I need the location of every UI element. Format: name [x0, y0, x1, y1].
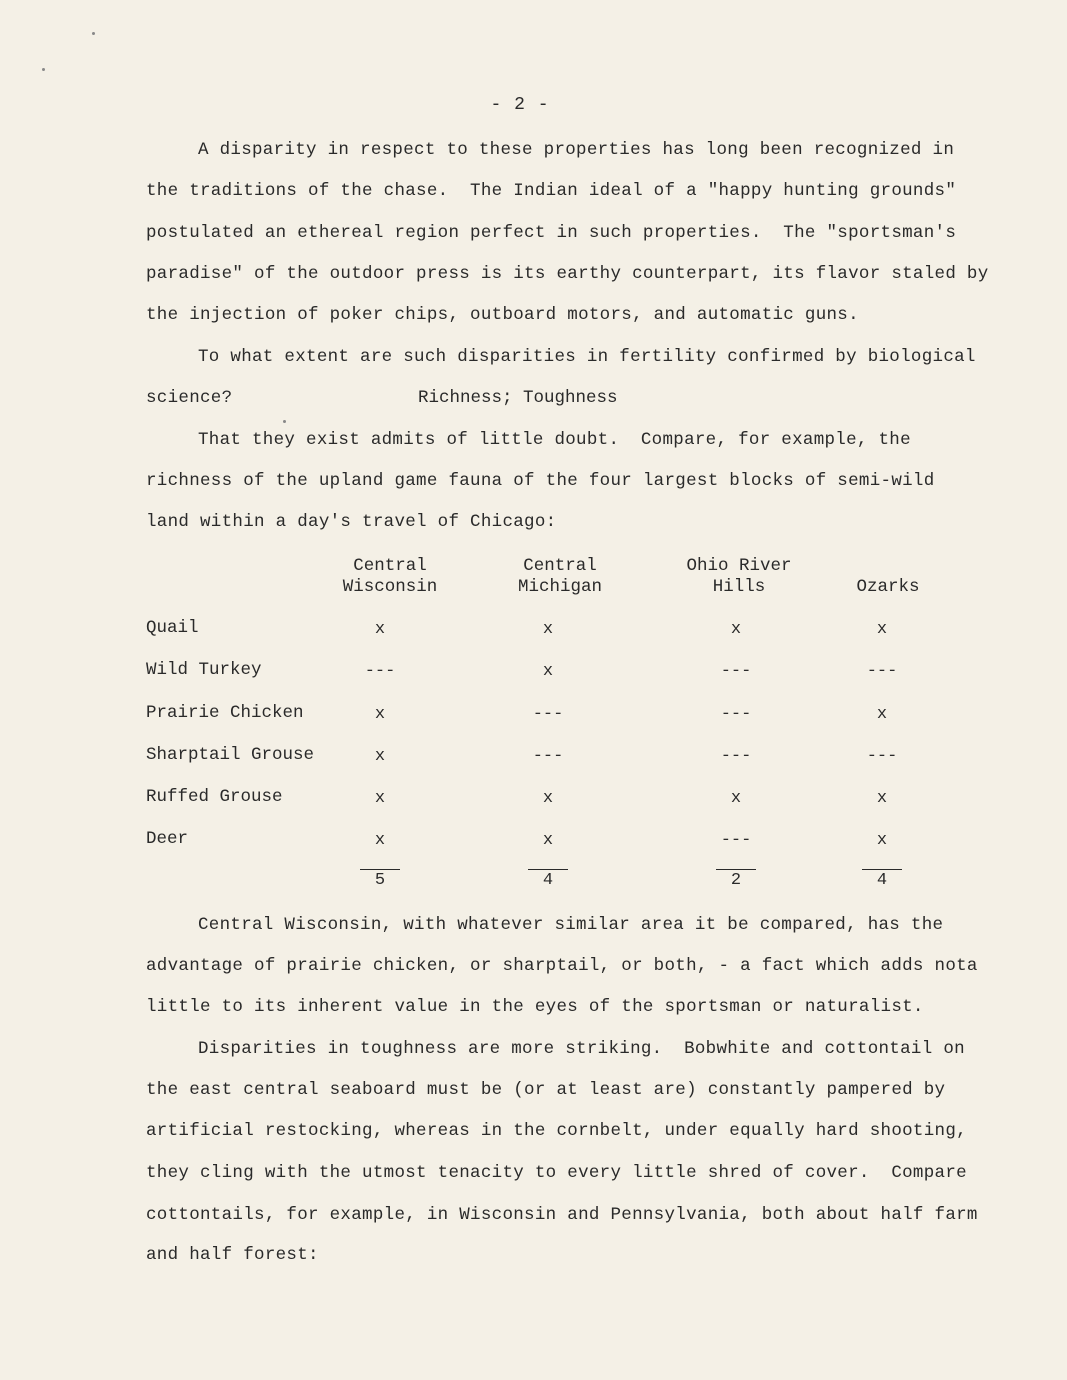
table-cell: x — [542, 620, 554, 639]
paragraph-3-line-1: That they exist admits of little doubt. Compare, for example, the — [198, 430, 911, 450]
table-cell: x — [374, 789, 386, 808]
paper-speck — [42, 68, 45, 71]
table-cell: --- — [866, 747, 898, 766]
table-row-label: Sharptail Grouse — [146, 745, 315, 765]
table-cell: --- — [866, 662, 898, 681]
paragraph-2-line-2: science? — [146, 388, 233, 408]
paper-speck — [283, 420, 286, 423]
table-cell: --- — [720, 662, 752, 681]
paragraph-1-line-4: paradise" of the outdoor press is its earthy counterpart, its flavor staled by — [146, 264, 989, 284]
table-cell: x — [374, 831, 386, 850]
paragraph-2-line-1: To what extent are such disparities in fertility confirmed by biological — [198, 347, 976, 367]
paragraph-1-line-2: the traditions of the chase. The Indian ideal of a "happy hunting grounds" — [146, 181, 957, 201]
table-cell: x — [876, 705, 888, 724]
table-total: 4 — [528, 869, 568, 890]
paragraph-1-line-3: postulated an ethereal region perfect in such properties. The "sportsman's — [146, 223, 957, 243]
table-cell: --- — [720, 705, 752, 724]
table-cell: x — [374, 705, 386, 724]
table-cell: x — [542, 789, 554, 808]
table-cell: x — [730, 789, 742, 808]
paragraph-3-line-3: land within a day's travel of Chicago: — [146, 512, 557, 532]
paragraph-1-line-1: A disparity in respect to these properties has long been recognized in — [198, 140, 955, 160]
table-row-label: Quail — [146, 618, 199, 638]
table-total: 4 — [862, 869, 902, 890]
column-header-ohio-river-hills: Ohio River Hills — [686, 556, 792, 597]
table-cell: --- — [720, 831, 752, 850]
table-row-label: Prairie Chicken — [146, 703, 304, 723]
table-row-label: Deer — [146, 829, 189, 849]
paper-speck — [92, 32, 95, 35]
paragraph-4-line-1: Central Wisconsin, with whatever similar area it be compared, has the — [198, 915, 944, 935]
paragraph-5-line-6: and half forest: — [146, 1245, 319, 1265]
table-cell: x — [374, 747, 386, 766]
page-number: - 2 - — [490, 95, 550, 115]
table-row-label: Ruffed Grouse — [146, 787, 283, 807]
table-cell: --- — [720, 747, 752, 766]
table-cell: --- — [532, 747, 564, 766]
table-cell: x — [542, 662, 554, 681]
paragraph-1-line-5: the injection of poker chips, outboard motors, and automatic guns. — [146, 305, 859, 325]
paragraph-5-line-3: artificial restocking, whereas in the cornbelt, under equally hard shooting, — [146, 1121, 967, 1141]
paragraph-3-line-2: richness of the upland game fauna of the four largest blocks of semi-wild — [146, 471, 935, 491]
table-cell: x — [730, 620, 742, 639]
table-cell: x — [876, 620, 888, 639]
table-cell: x — [374, 620, 386, 639]
paragraph-5-line-1: Disparities in toughness are more striking. Bobwhite and cottontail on — [198, 1039, 965, 1059]
table-cell: --- — [532, 705, 564, 724]
paragraph-5-line-5: cottontails, for example, in Wisconsin and Pennsylvania, both about half farm — [146, 1205, 978, 1225]
paragraph-4-line-2: advantage of prairie chicken, or sharptail, or both, - a fact which adds nota — [146, 956, 978, 976]
table-cell: x — [876, 789, 888, 808]
paragraph-5-line-4: they cling with the utmost tenacity to every little shred of cover. Compare — [146, 1163, 967, 1183]
table-total: 5 — [360, 869, 400, 890]
table-total: 2 — [716, 869, 756, 890]
table-cell: --- — [364, 662, 396, 681]
table-cell: x — [876, 831, 888, 850]
column-header-ozarks: Ozarks — [856, 577, 920, 597]
paragraph-5-line-2: the east central seaboard must be (or at least are) constantly pampered by — [146, 1080, 946, 1100]
table-row-label: Wild Turkey — [146, 660, 262, 680]
paragraph-4-line-3: little to its inherent value in the eyes of the sportsman or naturalist. — [146, 997, 924, 1017]
column-header-central-michigan: Central Michigan — [517, 556, 602, 597]
table-cell: x — [542, 831, 554, 850]
column-header-central-wisconsin: Central Wisconsin — [342, 556, 438, 597]
margin-note: Richness; Toughness — [418, 388, 618, 408]
